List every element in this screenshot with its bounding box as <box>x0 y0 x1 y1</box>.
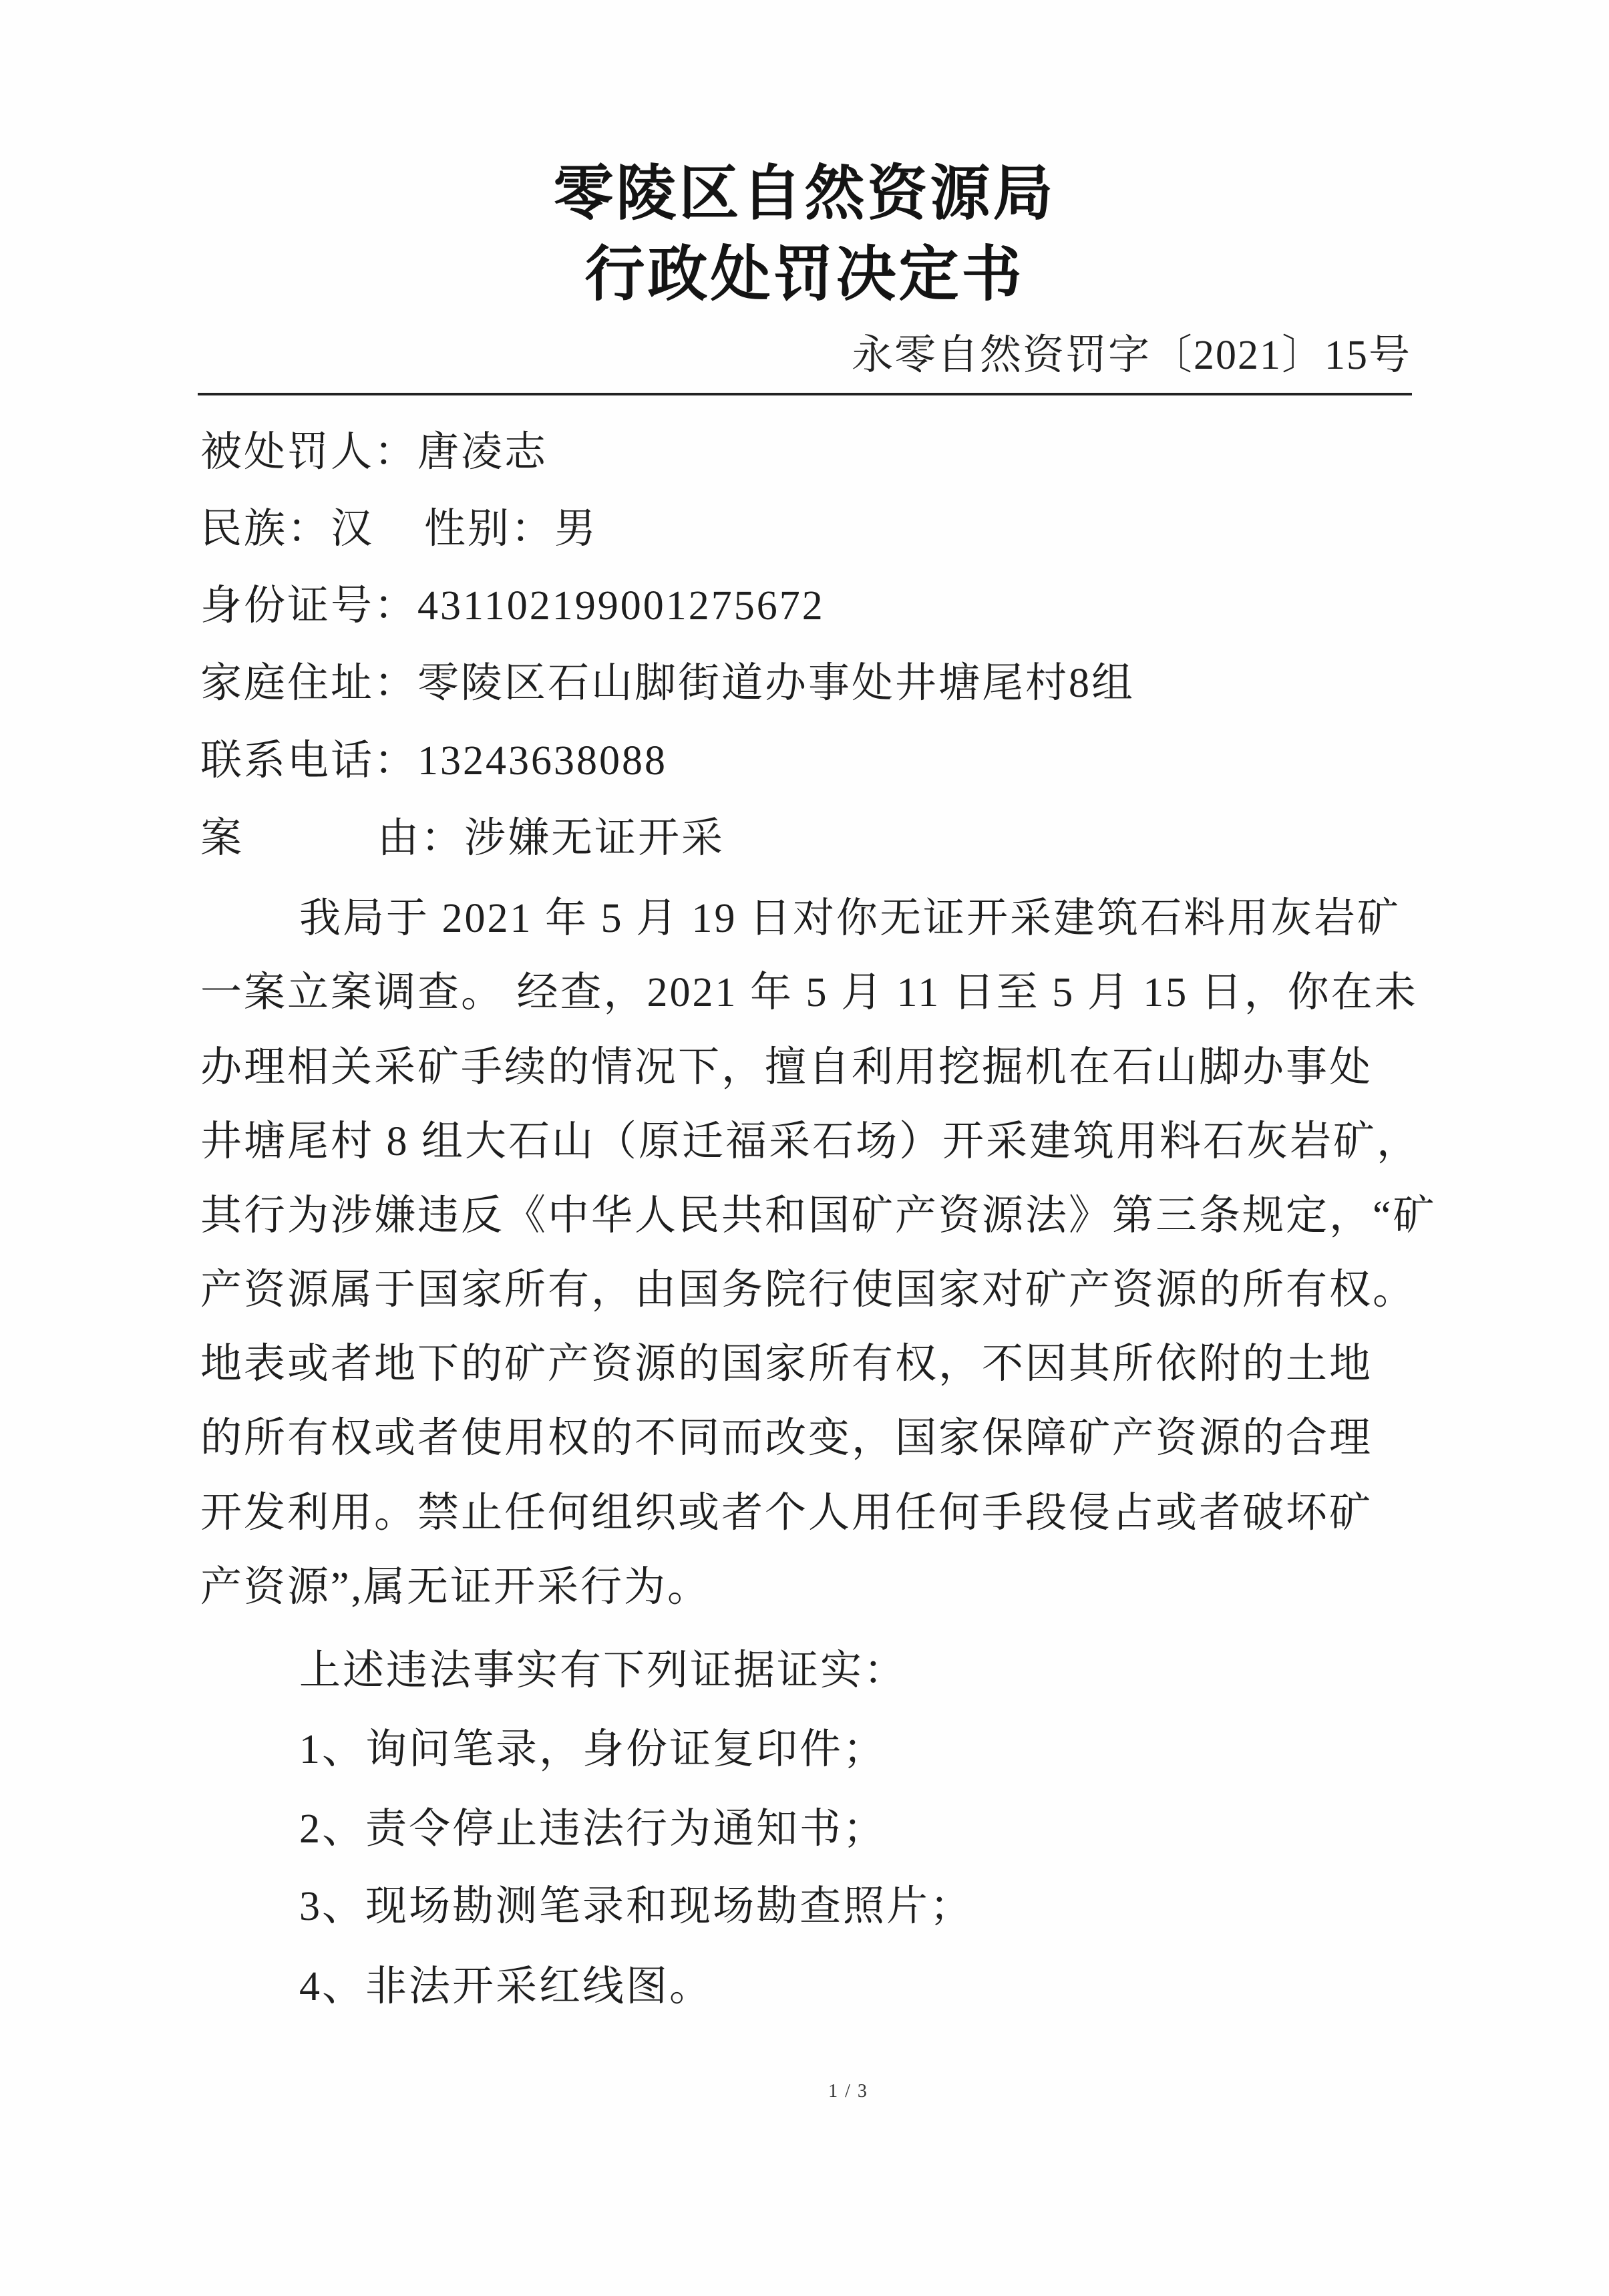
body-line: 开发利用。禁止任何组织或者个人用任何手段侵占或者破坏矿 <box>200 1490 1373 1536</box>
evidence-item: 3、现场勘测笔录和现场勘查照片； <box>299 1884 974 1929</box>
id-number-value: 431102199001275672 <box>417 583 825 629</box>
header-divider <box>198 393 1412 395</box>
evidence-intro: 上述违法事实有下列证据证实： <box>299 1648 908 1693</box>
ethnicity-label: 民族： <box>200 506 331 552</box>
party-name-row <box>200 430 548 475</box>
body-line: 我局于 2021 年 5 月 19 日对你无证开采建筑石料用灰岩矿 <box>299 896 1401 941</box>
body-line: 产资源”,属无证开采行为。 <box>200 1565 711 1610</box>
sex-value: 男 <box>554 506 598 552</box>
sex-label: 性别： <box>424 506 555 552</box>
party-id-row <box>200 583 825 629</box>
body-line: 产资源属于国家所有，由国务院行使国家对矿产资源的所有权。 <box>200 1267 1417 1313</box>
body-line: 地表或者地下的矿产资源的国家所有权，不因其所依附的土地 <box>200 1341 1373 1387</box>
body-line: 的所有权或者使用权的不同而改变，国家保障矿产资源的合理 <box>200 1416 1373 1461</box>
evidence-item: 1、询问笔录，身份证复印件； <box>299 1727 887 1772</box>
evidence-item: 4、非法开采红线图。 <box>299 1964 713 2009</box>
body-line: 一案立案调查。 经查，2021 年 5 月 11 日至 5 月 15 日，你在未 <box>200 970 1418 1015</box>
party-name-value: 唐凌志 <box>417 430 548 475</box>
address-value: 零陵区石山脚街道办事处井塘尾村8组 <box>417 661 1135 706</box>
case-reason-label-second: 由： <box>377 816 465 861</box>
case-reason-label-first: 案 <box>200 816 244 861</box>
case-reason-row <box>200 816 725 861</box>
phone-value: 13243638088 <box>417 738 668 784</box>
party-phone-row <box>200 738 667 784</box>
phone-label: 联系电话： <box>200 738 418 784</box>
party-ethnicity-sex-row <box>200 506 598 552</box>
party-name-label: 被处罚人： <box>200 430 418 475</box>
address-label: 家庭住址： <box>200 661 418 706</box>
page-number: 1 / 3 <box>828 2081 868 2102</box>
document-type-title: 行政处罚决定书 <box>584 242 1025 308</box>
id-number-label: 身份证号： <box>200 583 418 629</box>
body-line: 办理相关采矿手续的情况下，擅自利用挖掘机在石山脚办事处 <box>200 1045 1373 1090</box>
body-line: 井塘尾村 8 组大石山（原迁福采石场）开采建筑用料石灰岩矿， <box>200 1119 1421 1164</box>
evidence-item: 2、责令停止违法行为通知书； <box>299 1806 887 1852</box>
document-number: 永零自然资罚字〔2021〕15号 <box>851 333 1411 378</box>
ethnicity-value: 汉 <box>331 506 375 552</box>
party-address-row <box>200 661 1135 706</box>
case-reason-value: 涉嫌无证开采 <box>464 816 725 861</box>
body-line: 其行为涉嫌违反《中华人民共和国矿产资源法》第三条规定，“矿 <box>200 1193 1437 1239</box>
agency-title: 零陵区自然资源局 <box>553 161 1056 227</box>
